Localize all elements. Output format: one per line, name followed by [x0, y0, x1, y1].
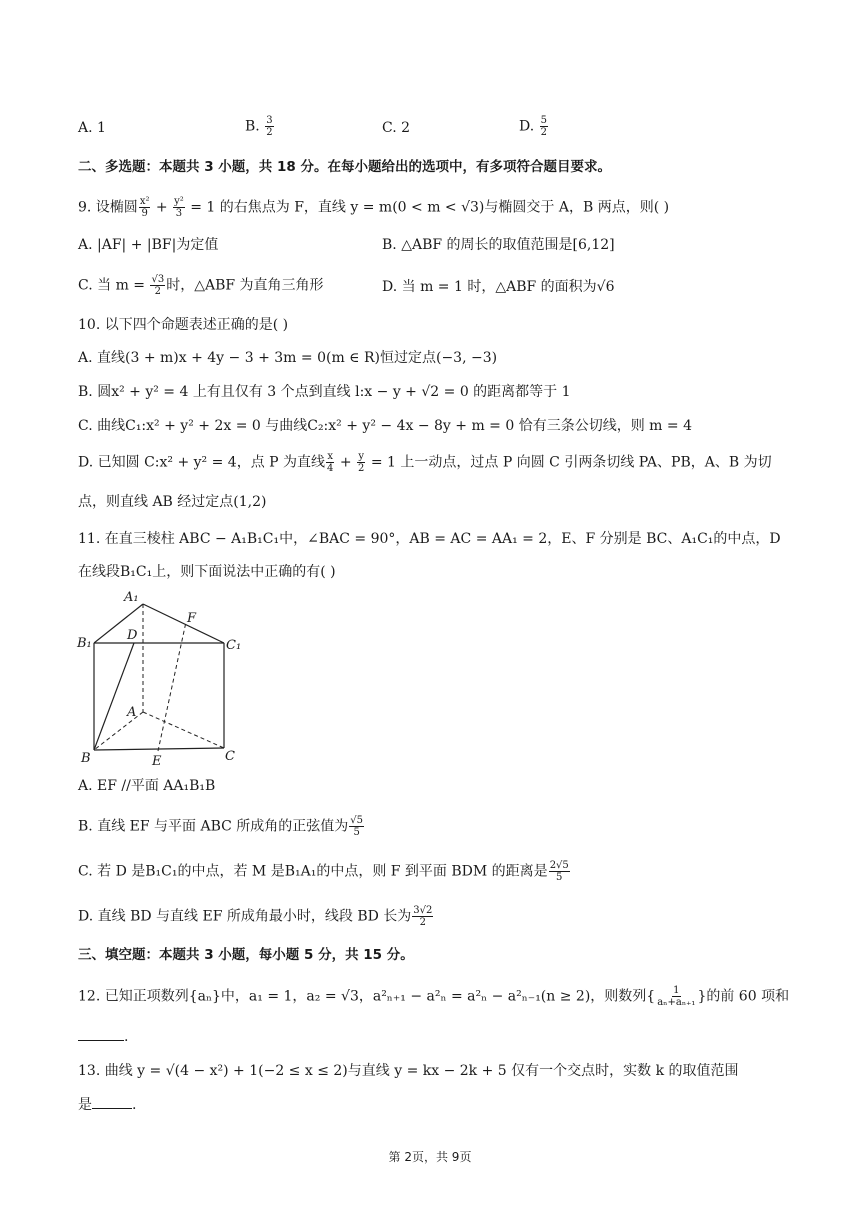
- frac-num: 1: [673, 985, 680, 996]
- q11-option-d-fraction: [412, 905, 433, 928]
- segment-ef: [158, 622, 186, 751]
- q12-stem-b: }的前 60 项和: [697, 988, 790, 1005]
- frac-num: 2√5: [549, 860, 569, 871]
- frac-num: 5: [540, 115, 548, 126]
- q10-option-d-fraction-1: [326, 451, 334, 474]
- label-c1: C₁: [226, 638, 242, 653]
- q9-stem-a: 9. 设椭圆: [78, 199, 138, 216]
- q11-option-b-a: B. 直线 EF 与平面 ABC 所成角的正弦值为: [78, 818, 349, 835]
- frac-num: √3: [151, 274, 165, 285]
- q10-option-c: C. 曲线C₁:x² + y² + 2x = 0 与曲线C₂:x² + y² − 4x − 8y + m = 0 恰有三条公切线，则 m = 4: [78, 418, 692, 434]
- q12-answer-line: [78, 1026, 128, 1048]
- q10-option-d-a: D. 已知圆 C:x² + y² = 4，点 P 为直线: [78, 454, 326, 471]
- frac-num: 3√2: [413, 905, 433, 916]
- frac-num: √5: [350, 815, 364, 826]
- frac-den: 4: [327, 463, 334, 474]
- q13-answer-blank[interactable]: [92, 1108, 132, 1109]
- frac-den: 5: [353, 827, 360, 838]
- q10-stem: 10. 以下四个命题表述正确的是( ): [78, 317, 289, 333]
- frac-den: 3: [175, 208, 183, 219]
- q13-line2: 是: [78, 1097, 92, 1113]
- edge-a-c: [143, 712, 224, 748]
- frac-num: x: [327, 451, 334, 462]
- q8-option-b-fraction: [265, 115, 273, 138]
- q9-stem-b: = 1 的右焦点为 F，直线 y = m(0 < m < √3)与椭圆交于 A，B 两点，则( ): [185, 199, 670, 216]
- q11-option-d-a: D. 直线 BD 与直线 EF 所成角最小时，线段 BD 长为: [78, 908, 412, 925]
- q8-option-b: [245, 115, 275, 138]
- q11-option-c-fraction: [549, 860, 570, 883]
- q11-option-a: A. EF //平面 AA₁B₁B: [78, 778, 216, 794]
- label-b1: B₁: [77, 636, 92, 651]
- frac-den: 2: [154, 286, 162, 297]
- frac-den: 2: [540, 127, 548, 138]
- frac-num: 3: [266, 115, 273, 126]
- label-a: A: [127, 705, 137, 720]
- q11-stem-line-1: 11. 在直三棱柱 ABC − A₁B₁C₁中，∠BAC = 90°，AB = AC = AA₁ = 2，E、F 分别是 BC、A₁C₁的中点，D: [78, 531, 781, 547]
- q10-option-d-b: = 1 上一动点，过点 P 向圆 C 引两条切线 PA、PB，A、B 为切: [366, 454, 772, 471]
- q9-fraction-1: [139, 196, 151, 219]
- frac-den: 2: [266, 127, 273, 138]
- frac-den: 2: [358, 463, 365, 474]
- frac-num: y: [358, 451, 365, 462]
- section3-header: 三、填空题：本题共 3 小题，每小题 5 分，共 15 分。: [78, 947, 414, 963]
- q9-option-c-b: 时，△ABF 为直角三角形: [166, 277, 324, 294]
- frac-den: 5: [556, 872, 563, 883]
- q8-option-d-prefix: D.: [519, 118, 535, 135]
- label-e: E: [152, 754, 162, 768]
- q9-option-a: A. |AF| + |BF|为定值: [78, 237, 219, 253]
- q10-option-d-continued: 点，则直线 AB 经过定点(1,2): [78, 494, 267, 510]
- q9-fraction-2: [173, 196, 185, 219]
- frac-den: aₙ+aₙ₊₁: [657, 997, 696, 1008]
- q9-stem: [78, 196, 669, 219]
- q8-option-a: A. 1: [78, 120, 106, 136]
- edge-a1-c1: [143, 604, 224, 643]
- frac-num: y²: [174, 196, 184, 207]
- q13-end: .: [132, 1097, 137, 1113]
- q11-option-c: [78, 860, 571, 883]
- q13-stem: 13. 曲线 y = √(4 − x²) + 1(−2 ≤ x ≤ 2)与直线 y = kx − 2k + 5 仅有一个交点时，实数 k 的取值范围: [78, 1063, 739, 1079]
- q9-plus: +: [151, 199, 173, 216]
- label-a1: A₁: [124, 590, 139, 605]
- frac-den: 9: [141, 208, 148, 219]
- q10-option-d-fraction-2: [357, 451, 365, 474]
- q9-option-c-fraction: [150, 274, 165, 297]
- label-c: C: [225, 749, 235, 764]
- q9-option-c: [78, 274, 324, 297]
- q10-option-d-plus: +: [335, 454, 357, 471]
- prism-figure: [74, 588, 254, 768]
- label-f: F: [187, 611, 197, 626]
- q11-option-b: [78, 815, 365, 838]
- q12-fraction: [656, 985, 696, 1008]
- page-footer: 第 2页，共 9页: [388, 1150, 472, 1164]
- q8-option-d: [519, 115, 549, 138]
- q8-option-d-fraction: [540, 115, 548, 138]
- q12-answer-blank[interactable]: [78, 1040, 124, 1041]
- q11-option-b-fraction: [349, 815, 364, 838]
- q10-option-b: B. 圆x² + y² = 4 上有且仅有 3 个点到直线 l:x − y + √2 = 0 的距离都等于 1: [78, 384, 571, 400]
- q10-option-d: [78, 451, 772, 474]
- q9-option-c-a: C. 当 m =: [78, 277, 146, 294]
- q8-option-c: C. 2: [382, 120, 411, 136]
- section2-header: 二、多选题：本题共 3 小题，共 18 分。在每小题给出的选项中，有多项符合题目要求。: [78, 159, 611, 175]
- q12-stem-a: 12. 已知正项数列{aₙ}中，a₁ = 1，a₂ = √3，a²ₙ₊₁ − a²ₙ = a²ₙ − a²ₙ₋₁(n ≥ 2)，则数列{: [78, 988, 656, 1005]
- q9-option-b: B. △ABF 的周长的取值范围是[6,12]: [382, 237, 615, 253]
- q11-option-c-a: C. 若 D 是B₁C₁的中点，若 M 是B₁A₁的中点，则 F 到平面 BDM 的距离是: [78, 863, 548, 880]
- q8-option-b-prefix: B.: [245, 118, 260, 135]
- label-d: D: [127, 628, 138, 643]
- q12-end: .: [124, 1029, 129, 1045]
- q10-option-a: A. 直线(3 + m)x + 4y − 3 + 3m = 0(m ∈ R)恒过定点(−3, −3): [78, 350, 498, 366]
- frac-num: x²: [139, 196, 150, 207]
- q11-stem-line-2: 在线段B₁C₁上，则下面说法中正确的有( ): [78, 564, 336, 580]
- frac-den: 2: [419, 917, 427, 928]
- q11-option-d: [78, 905, 434, 928]
- label-b: B: [81, 751, 91, 766]
- q12-stem: [78, 985, 789, 1008]
- q9-option-d: D. 当 m = 1 时，△ABF 的面积为√6: [382, 279, 615, 295]
- q13-answer-line: [78, 1094, 136, 1116]
